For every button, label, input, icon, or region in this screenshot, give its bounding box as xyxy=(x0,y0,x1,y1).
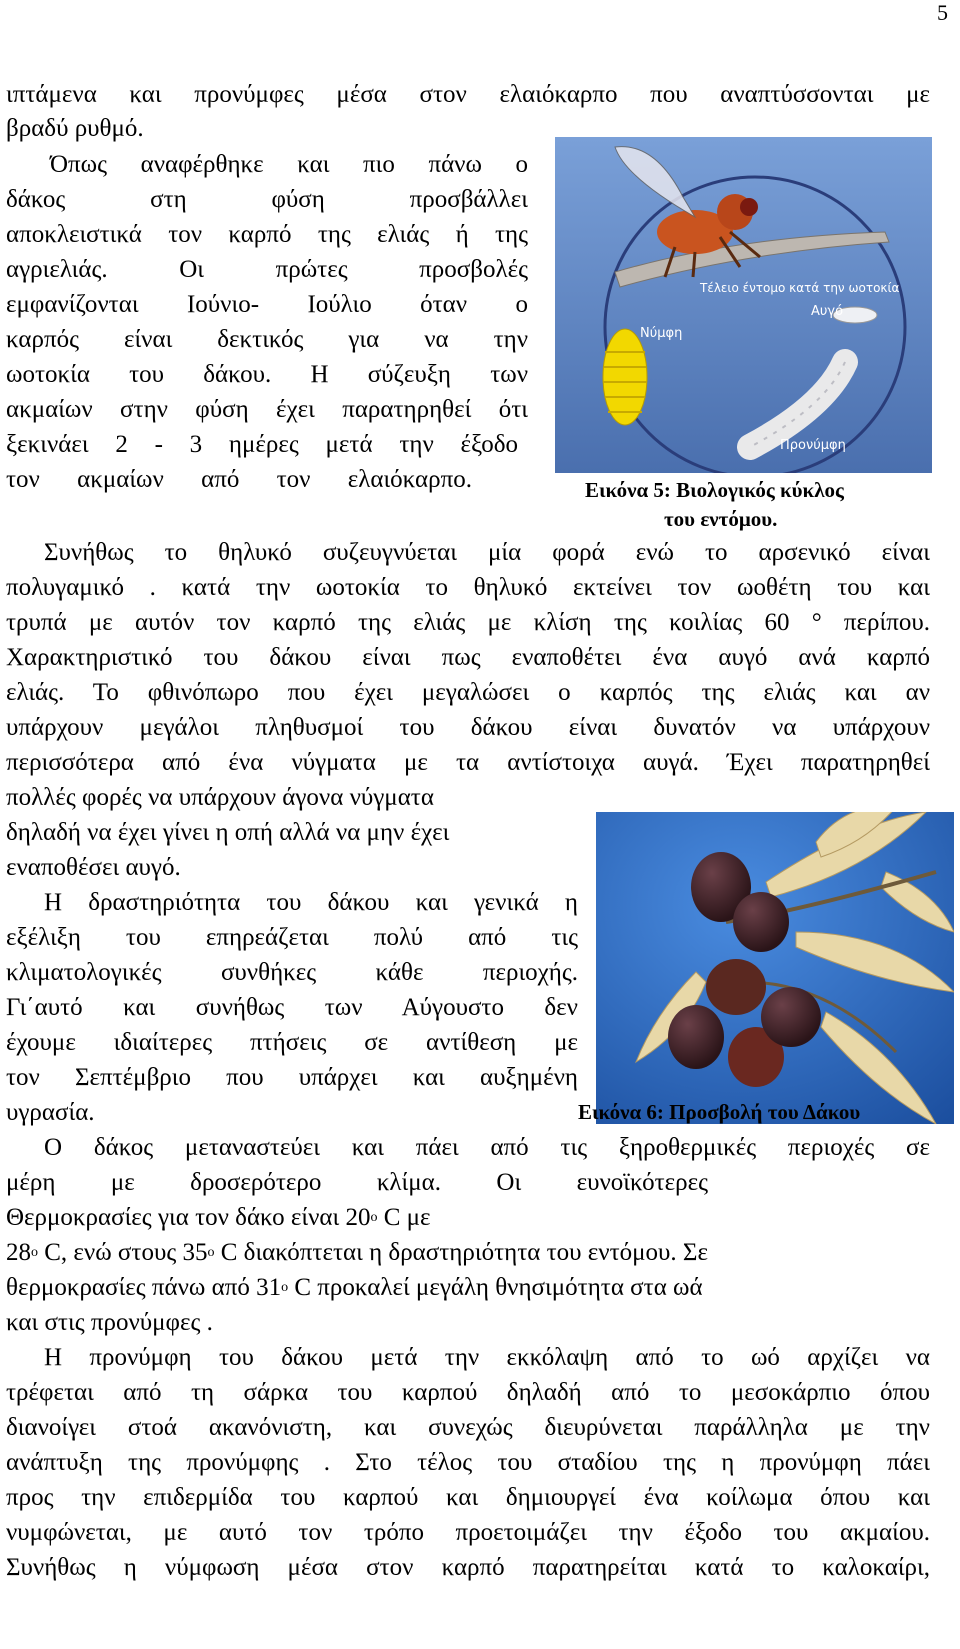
text-line: ιπτάμενα και προνύμφες μέσα στον ελαιόκαρπο που αναπτύσσονται με xyxy=(6,81,930,108)
text-line: περισσότερα από ένα νύγματα με τα αντίστοιχα αυγά. Έχει παρατηρηθεί xyxy=(6,749,930,776)
text-line: Η δραστηριότητα του δάκου και γενικά η xyxy=(44,889,578,916)
text-line: ξεκινάει 2 - 3 ημέρες μετά την έξοδο xyxy=(6,431,518,458)
pupa-icon xyxy=(603,329,647,425)
text-line: Γι΄αυτό και συνήθως των Αύγουστο δεν xyxy=(6,994,578,1021)
text-line: υγρασία. xyxy=(6,1099,95,1126)
text-line: δάκος στη φύση προσβάλλει xyxy=(6,186,528,213)
figure5-caption-line1: Εικόνα 5: Βιολογικός κύκλος xyxy=(585,478,844,502)
lifecycle-illustration xyxy=(555,137,932,473)
olive-infestation-photo xyxy=(596,812,954,1124)
olive-branch-illustration xyxy=(596,812,954,1124)
text-line: δηλαδή να έχει γίνει η οπή αλλά να μην έχει xyxy=(6,819,450,846)
text-line: θερμοκρασίες πάνω από 31$^o$ C προκαλεί μεγάλη θνησιμότητα στα ωά xyxy=(6,1274,703,1301)
text-line: ακμαίων στην φύση έχει παρατηρηθεί ότι xyxy=(6,396,528,423)
text-line: πολυγαμικό . κατά την ωοτοκία το θηλυκό εκτείνει τον ωοθέτη του και xyxy=(6,574,930,601)
text-line: Η προνύμφη του δάκου μετά την εκκόλαψη από το ωό αρχίζει να xyxy=(44,1344,930,1371)
adult-label: Τέλειο έντομο κατά την ωοτοκία xyxy=(700,281,900,295)
text-line: εναποθέσει αυγό. xyxy=(6,854,181,881)
text-line: κλιματολογικές συνθήκες κάθε περιοχής. xyxy=(6,959,578,986)
figure6-caption: Εικόνα 6: Προσβολή του Δάκου xyxy=(578,1100,861,1124)
text-line: αποκλειστικά τον καρπό της ελιάς ή της xyxy=(6,221,528,248)
text-line: τρυπά με αυτόν τον καρπό της ελιάς με κλίση της κοιλίας 60 ° περίπου. xyxy=(6,609,930,636)
text-line: Όπως αναφέρθηκε και πιο πάνω ο xyxy=(50,151,528,178)
text-line: Θερμοκρασίες για τον δάκο είναι 20$^o$ C με xyxy=(6,1204,431,1231)
text-line: τον ακμαίων από τον ελαιόκαρπο. xyxy=(6,466,472,493)
text-line: διανοίγει στοά ακανόνιστη, και συνεχώς διευρύνεται παράλληλα με την xyxy=(6,1414,930,1441)
text-line: εμφανίζονται Ιούνιο- Ιούλιο όταν ο xyxy=(6,291,528,318)
egg-label: Αυγό xyxy=(811,304,844,319)
text-line: τον Σεπτέμβριο που υπάρχει και αυξημένη xyxy=(6,1064,578,1091)
text-line: και στις προνύμφες . xyxy=(6,1309,213,1336)
text-line: βραδύ ρυθμό. xyxy=(6,115,144,142)
text-line: εξέλιξη του επηρεάζεται πολύ από τις xyxy=(6,924,578,951)
text-line: Συνήθως η νύμφωση μέσα στον καρπό παρατηρείται κατά το καλοκαίρι, xyxy=(6,1554,930,1581)
text-line: νυμφώνεται, με αυτό τον τρόπο προετοιμάζει την έξοδο του ακμαίου. xyxy=(6,1519,930,1546)
text-line: Ο δάκος μεταναστεύει και πάει από τις ξηροθερμικές περιοχές σε xyxy=(44,1134,930,1161)
text-line: ελιάς. Το φθινόπωρο που έχει μεγαλώσει ο καρπός της ελιάς και αν xyxy=(6,679,930,706)
text-line: Χαρακτηριστικό του δάκου είναι πως εναποθέτει ένα αυγό ανά καρπό xyxy=(6,644,930,671)
figure5-caption-line2: του εντόμου. xyxy=(664,507,778,531)
text-line: καρπός είναι δεκτικός για να την xyxy=(6,326,528,353)
text-line: υπάρχουν μεγάλοι πληθυσμοί του δάκου είναι δυνατόν να υπάρχουν xyxy=(6,714,930,741)
text-line: ωοτοκία του δάκου. Η σύζευξη των xyxy=(6,361,528,388)
text-line: πολλές φορές να υπάρχουν άγονα νύγματα xyxy=(6,784,434,811)
page-number: 5 xyxy=(937,0,948,25)
text-line: Συνήθως το θηλυκό συζευγνύεται μία φορά ενώ το αρσενικό είναι xyxy=(44,539,930,566)
text-line: μέρη με δροσερότερο κλίμα. Οι ευνοϊκότερες xyxy=(6,1169,708,1196)
lifecycle-figure xyxy=(555,137,932,473)
larva-label: Προνύμφη xyxy=(780,438,846,453)
text-line: 28$^o$ C, ενώ στους 35$^o$ C διακόπτεται η δραστηριότητα του εντόμου. Σε xyxy=(6,1239,708,1266)
text-line: έχουμε ιδιαίτερες πτήσεις σε αντίθεση με xyxy=(6,1029,578,1056)
text-line: ανάπτυξη της προνύμφης . Στο τέλος του σταδίου της η προνύμφη πάει xyxy=(6,1449,930,1476)
pupa-label: Νύμφη xyxy=(640,326,683,341)
text-line: αγριελιάς. Οι πρώτες προσβολές xyxy=(6,256,528,283)
svg-text:Τέλειο έντομο κατά την ωοτοκία xyxy=(699,281,900,295)
text-line: τρέφεται από τη σάρκα του καρπού δηλαδή από το μεσοκάρπιο όπου xyxy=(6,1379,930,1406)
text-line: προς την επιδερμίδα του καρπού και δημιουργεί ένα κοίλωμα όπου και xyxy=(6,1484,930,1511)
